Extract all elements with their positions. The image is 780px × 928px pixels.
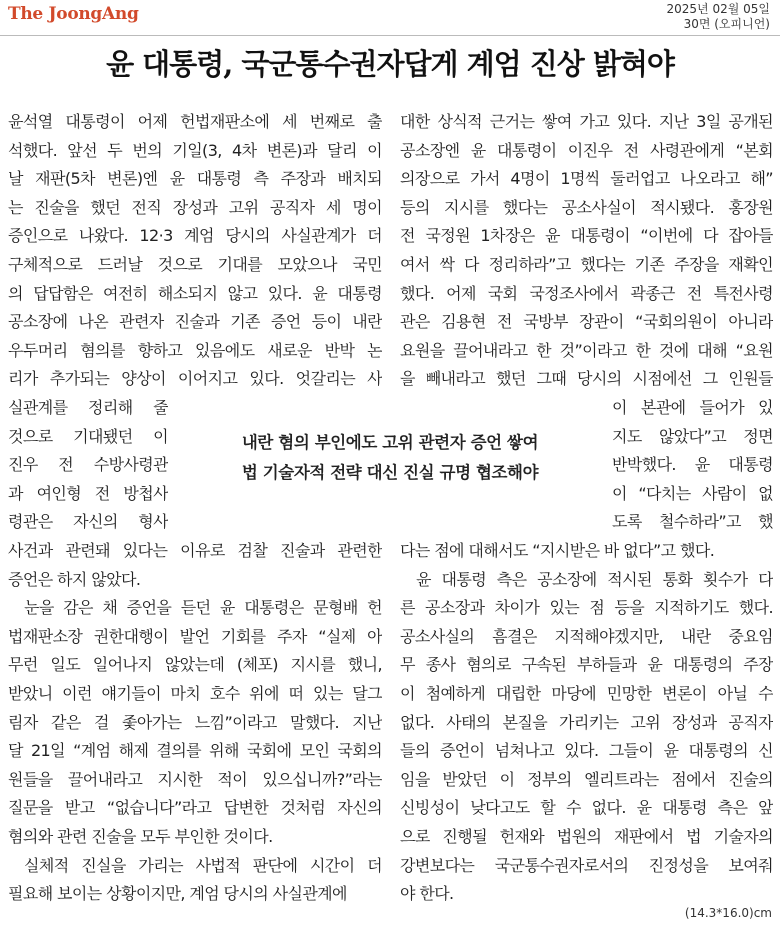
left-column-line: 석했다. 앞선 두 번의 기일(3, 4차 변론)과 달리 이 (8, 140, 382, 160)
left-column-line: 실체적 진실을 가리는 사법적 판단에 시간이 더 (24, 855, 382, 875)
right-column-line: 했다. 어제 국회 국정조사에서 곽종근 전 특전사령 (400, 283, 773, 303)
left-column-line: 증인으로 나왔다. 12·3 계엄 당시의 사실관계가 더 (8, 226, 382, 246)
left-column-line: 구체적으로 드러날 것으로 기대를 모았으나 국민 (8, 255, 382, 274)
right-column-line: 등의 지시를 했다는 공소사실이 적시됐다. 홍장원 (400, 197, 773, 217)
left-column-line: 질문을 받고 “없습니다”라고 답변한 것처럼 자신의 (8, 798, 382, 818)
right-column-line: 무 종사 혐의로 구속된 부하들과 윤 대통령의 주장 (400, 655, 773, 675)
right-column-line: 야 한다. (400, 884, 454, 904)
left-column-line: 의 답답함은 여전히 해소되지 않고 있다. 윤 대통령 (8, 283, 382, 303)
left-column-line: 것으로 기대됐던 이 (8, 426, 168, 446)
left-column-line: 윤석열 대통령이 어제 헌법재판소에 세 번째로 출 (8, 112, 382, 131)
left-column-line: 증언은 하지 않았다. (8, 569, 141, 589)
left-column-line: 령관은 자신의 형사 (8, 512, 168, 532)
header-divider (0, 35, 780, 36)
left-column-line: 받았니 이런 얘기들이 마치 호수 위에 떠 있는 달그 (8, 684, 382, 703)
left-column-line: 진우 전 수방사령관 (8, 455, 168, 475)
right-column-line: 이 본관에 들어가 있 (612, 398, 773, 417)
right-column-line: 여서 싹 다 정리하라”고 했다는 기존 주장을 재확인 (400, 255, 773, 274)
left-column-line: 날 재판(5차 변론)엔 윤 대통령 측 주장과 배치되 (8, 169, 382, 189)
left-column-line: 무런 일도 일어나지 않았는데 (체포) 지시를 했니, (8, 655, 382, 675)
right-column-line: 반박했다. 윤 대통령 (612, 455, 773, 475)
article-headline: 윤 대통령, 국군통수권자답게 계엄 진상 밝혀야 (106, 47, 674, 81)
right-column-line: 강변보다는 국군통수권자로서의 진정성을 보여줘 (400, 855, 773, 875)
left-column-line: 는 진술을 했던 전직 장성과 고위 공직자 세 명이 (8, 197, 382, 217)
left-column-line: 리가 추가되는 양상이 이어지고 있다. 엇갈리는 사 (8, 369, 382, 389)
right-column-line: 요원을 끌어내라고 한 것”이라고 한 것에 대해 “요원 (400, 340, 773, 360)
right-column-line: 을 빼내라고 했던 그때 당시의 시점에선 그 인원들 (400, 369, 773, 389)
left-column-line: 과 여인형 전 방첩사 (8, 483, 168, 503)
right-column-line: 지도 않았다”고 정면 (612, 426, 773, 446)
publication-date: 2025년 02월 05일 (666, 2, 770, 16)
right-column-line: 다는 점에 대해서도 “지시받은 바 없다”고 했다. (400, 541, 715, 560)
right-column-line: 공소장엔 윤 대통령이 이진우 전 사령관에게 “본회 (400, 140, 773, 160)
right-column-line: 전 국정원 1차장은 윤 대통령이 “이번에 다 잡아들 (400, 226, 773, 246)
left-column-line: 실관계를 정리해 줄 (8, 398, 168, 417)
left-column-line: 원들을 끌어내라고 지시한 적이 있으십니까?”라는 (8, 769, 382, 789)
right-column-line: 없다. 사태의 본질을 가리키는 고위 장성과 공직자 (400, 712, 773, 732)
right-column-line: 관은 김용현 전 국방부 장관이 “국회의원이 아니라 (400, 312, 773, 332)
left-column-line: 혐의와 관련 진술을 모두 부인한 것이다. (8, 827, 273, 846)
left-column-line: 공소장에 나온 관련자 진술과 기존 증언 등이 내란 (8, 312, 382, 332)
left-column-line: 달 21일 “계엄 해제 결의를 위해 국회에 모인 국회의 (8, 741, 382, 761)
pull-quote-line-2: 법 기술자적 전략 대신 진실 규명 협조해야 (241, 463, 539, 482)
newspaper-logo: The JoongAng (8, 4, 139, 24)
right-column-line: 의장으로 가서 4명이 1명씩 둘러업고 나오라고 해” (400, 169, 773, 189)
right-column-line: 이 첨예하게 대립한 마당에 민망한 변론이 아닐 수 (400, 684, 773, 703)
left-column-line: 사건과 관련돼 있다는 이유로 검찰 진술과 관련한 (8, 541, 382, 560)
right-column-line: 도록 철수하라”고 했 (612, 512, 773, 532)
right-column-line: 신빙성이 낮다고도 할 수 없다. 윤 대통령 측은 앞 (400, 798, 773, 818)
pull-quote (185, 428, 595, 488)
right-column-line: 이 “다치는 사람이 없 (612, 483, 773, 503)
page-section: 30면 (오피니언) (683, 17, 770, 31)
left-column-line: 눈을 감은 채 증언을 듣던 윤 대통령은 문형배 헌 (24, 598, 382, 618)
right-column-line: 른 공소장과 차이가 있는 점 등을 지적하기도 했다. (400, 598, 773, 618)
right-column-line: 윤 대통령 측은 공소장에 적시된 통화 횟수가 다 (416, 569, 773, 589)
publication-meta (667, 2, 770, 32)
article-size: (14.3*16.0)cm (684, 906, 772, 920)
right-column-line: 대한 상식적 근거는 쌓여 가고 있다. 지난 3일 공개된 (400, 112, 773, 131)
pull-quote-line-1: 내란 혐의 부인에도 고위 관련자 증언 쌓여 (241, 433, 539, 452)
left-column-line: 법재판소장 권한대행이 발언 기회를 주자 “실제 아 (8, 626, 382, 646)
left-column-line: 우두머리 혐의를 향하고 있음에도 새로운 반박 논 (8, 340, 382, 360)
right-column-line: 으로 진행될 헌재와 법원의 재판에서 법 기술자의 (400, 827, 773, 846)
left-column-line: 림자 같은 걸 좇아가는 느낌”이라고 말했다. 지난 (8, 712, 382, 732)
right-column-line: 공소사실의 흠결은 지적해야겠지만, 내란 중요임 (400, 626, 773, 646)
right-column-line: 들의 증언이 넘쳐나고 있다. 그들이 윤 대통령의 신 (400, 741, 773, 761)
left-column-line: 필요해 보이는 상황이지만, 계엄 당시의 사실관계에 (8, 884, 347, 904)
right-column-line: 임을 받았던 이 정부의 엘리트라는 점에서 진술의 (400, 769, 773, 789)
